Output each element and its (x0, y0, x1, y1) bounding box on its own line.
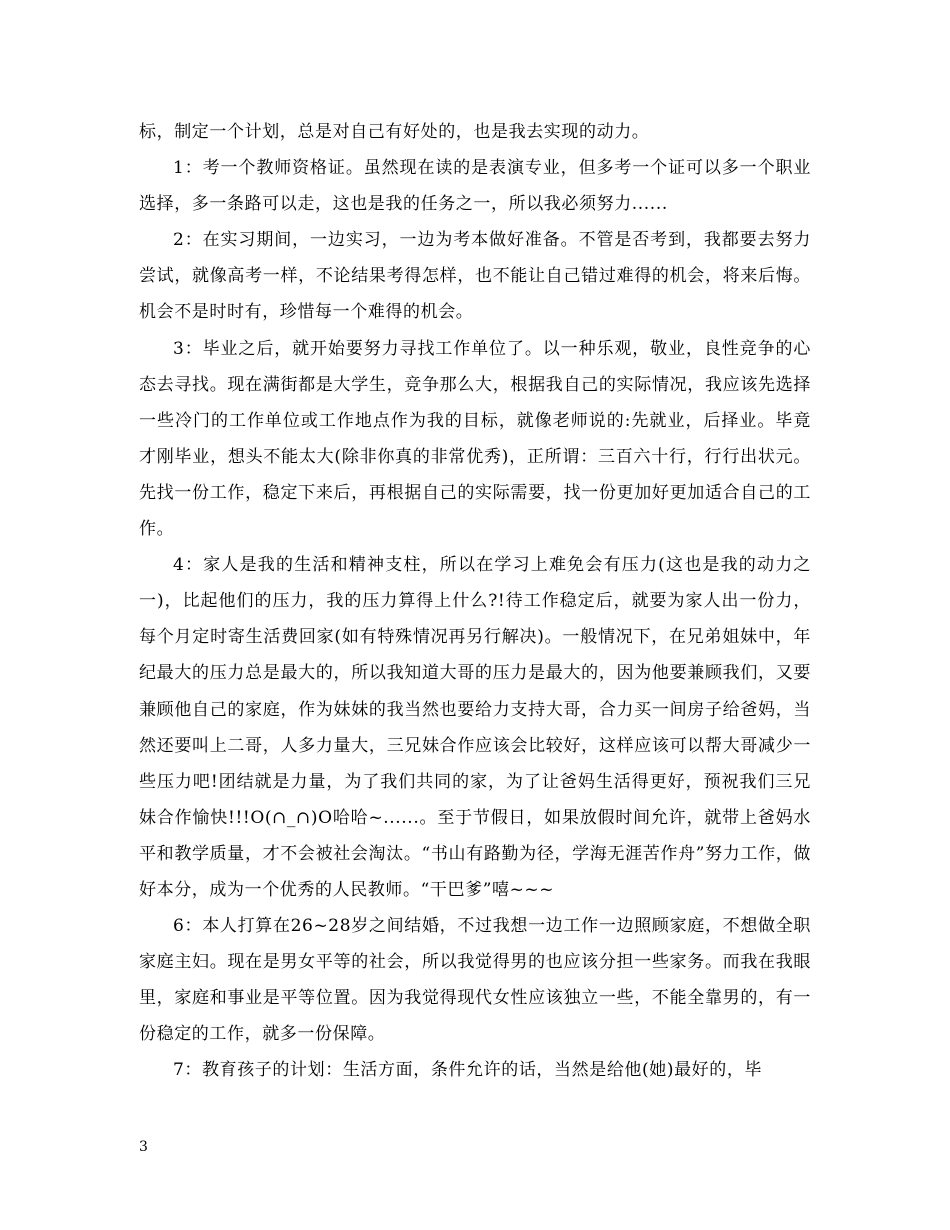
paragraph-6: 6：本人打算在26~28岁之间结婚，不过我想一边工作一边照顾家庭，不想做全职家庭主妇。现在是男女平等的社会，所以我觉得男的也应该分担一些家务。而我在我眼里，家庭和事业是平等位置。因为我觉得现代女性应该独立一些，不能全靠男的，有一份稳定的工作，就多一份保障。 (139, 916, 811, 1045)
document-page (139, 114, 811, 1089)
paragraph-4: 3：毕业之后，就开始要努力寻找工作单位了。以一种乐观，敬业，良性竞争的心态去寻找。现在满街都是大学生，竞争那么大，根据我自己的实际情况，我应该先选择一些冷门的工作单位或工作地点作为我的目标，就像老师说的:先就业，后择业。毕竟才刚毕业，想头不能太大(除非你真的非常优秀)，正所谓：三百六十行，行行出状元。先找一份工作，稳定下来后，再根据自己的实际需要，找一份更加好更加适合自己的工作。 (139, 338, 811, 540)
paragraph-7: 7：教育孩子的计划：生活方面，条件允许的话，当然是给他(她)最好的，毕 (173, 1060, 763, 1081)
paragraph-1: 标，制定一个计划，总是对自己有好处的，也是我去实现的动力。 (139, 122, 650, 142)
paragraph-3: 2：在实习期间，一边实习，一边为考本做好准备。不管是否考到，我都要去努力尝试，就像高考一样，不论结果考得怎样，也不能让自己错过难得的机会，将来后悔。机会不是时时有，珍惜每一个难得的机会。 (139, 230, 811, 323)
paragraph-2: 1：考一个教师资格证。虽然现在读的是表演专业，但多考一个证可以多一个职业选择，多一条路可以走，这也是我的任务之一，所以我必须努力...... (139, 158, 811, 215)
paragraph-5: 4：家人是我的生活和精神支柱，所以在学习上难免会有压力(这也是我的动力之一)，比起他们的压力，我的压力算得上什么?!待工作稳定后，就要为家人出一份力，每个月定时寄生活费回家(如有特殊情况再另行解决)。一般情况下，在兄弟姐妹中，年纪最大的压力总是最大的，所以我知道大哥的压力是最大的，因为他要兼顾我们，又要兼顾他自己的家庭，作为妹妹的我当然也要给力支持大哥，合力买一间房子给爸妈，当然还要叫上二哥，人多力量大，三兄妹合作应该会比较好，这样应该可以帮大哥减少一些压力吧!团结就是力量，为了我们共同的家，为了让爸妈生活得更好，预祝我们三兄妹合作愉快!!!O(∩_∩)O哈哈~......。至于节假日，如果放假时间允许，就带上爸妈水平和教学质量，才不会被社会淘汰。“书山有路勤为径，学海无涯苦作舟”努力工作，做好本分，成为一个优秀的人民教师。“干巴爹”嘻~~~ (139, 555, 811, 900)
page-number: 3 (139, 1139, 148, 1155)
